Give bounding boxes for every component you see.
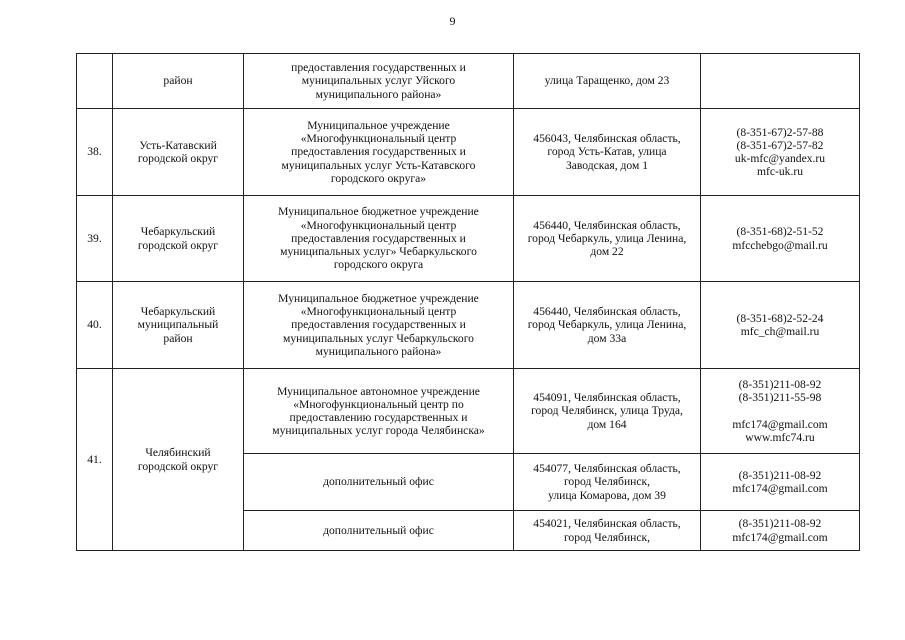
organization-cell: Муниципальное автономное учреждение «Многофункциональный центр по предоставлению государственных и муниципальных услуг города Челябинска» [244,369,514,454]
contacts-cell [701,369,860,454]
address-cell: 454091, Челябинская область, город Челябинск, улица Труда, дом 164 [514,369,701,454]
phone-numbers: (8-351)211-08-92 (8-351)211-55-98 [738,378,822,405]
table-row [77,196,860,282]
district-cell: Челябинский городской округ [113,369,244,551]
organization-cell: Муниципальное учреждение «Многофункциональный центр предоставления государственных и муниципальных услуг Усть-Катавского городского округа» [244,109,514,196]
contacts-cell [701,54,860,109]
district-cell: Чебаркульский муниципальный район [113,282,244,369]
district-cell: район [113,54,244,109]
address-cell: 456043, Челябинская область, город Усть-Катав, улица Заводская, дом 1 [514,109,701,196]
contacts-cell: (8-351-67)2-57-88 (8-351-67)2-57-82 uk-mfc@yandex.ru mfc-uk.ru [701,109,860,196]
row-number [77,54,113,109]
organization-cell: Муниципальное бюджетное учреждение «Многофункциональный центр предоставления государственных и муниципальных услуг Чебаркульского муниципального района» [244,282,514,369]
row-number: 38. [77,109,113,196]
organization-cell: дополнительный офис [244,454,514,511]
organization-cell: предоставления государственных и муниципальных услуг Уйского муниципального района» [244,54,514,109]
contacts-cell: (8-351)211-08-92 mfc174@gmail.com [701,454,860,511]
district-cell: Усть-Катавский городской округ [113,109,244,196]
organization-cell: дополнительный офис [244,511,514,551]
page-number: 9 [449,14,456,28]
district-cell: Чебаркульский городской округ [113,196,244,282]
row-number: 39. [77,196,113,282]
row-number: 41. [77,369,113,551]
web-contacts: mfc174@gmail.com www.mfc74.ru [732,417,828,444]
contacts-cell: (8-351-68)2-52-24 mfc_ch@mail.ru [701,282,860,369]
table-row [77,54,860,109]
address-cell: улица Таращенко, дом 23 [514,54,701,109]
address-cell: 454077, Челябинская область, город Челябинск, улица Комарова, дом 39 [514,454,701,511]
contacts-cell: (8-351-68)2-51-52 mfcchebgo@mail.ru [701,196,860,282]
row-number: 40. [77,282,113,369]
address-cell: 456440, Челябинская область, город Чебаркуль, улица Ленина, дом 22 [514,196,701,282]
mfc-table [76,53,860,551]
table-row [77,109,860,196]
table-row [77,282,860,369]
address-cell: 454021, Челябинская область, город Челябинск, [514,511,701,551]
table-row [77,369,860,454]
organization-cell: Муниципальное бюджетное учреждение «Многофункциональный центр предоставления государственных и муниципальных услуг» Чебаркульского городского округа [244,196,514,282]
contacts-cell: (8-351)211-08-92 mfc174@gmail.com [701,511,860,551]
address-cell: 456440, Челябинская область, город Чебаркуль, улица Ленина, дом 33а [514,282,701,369]
